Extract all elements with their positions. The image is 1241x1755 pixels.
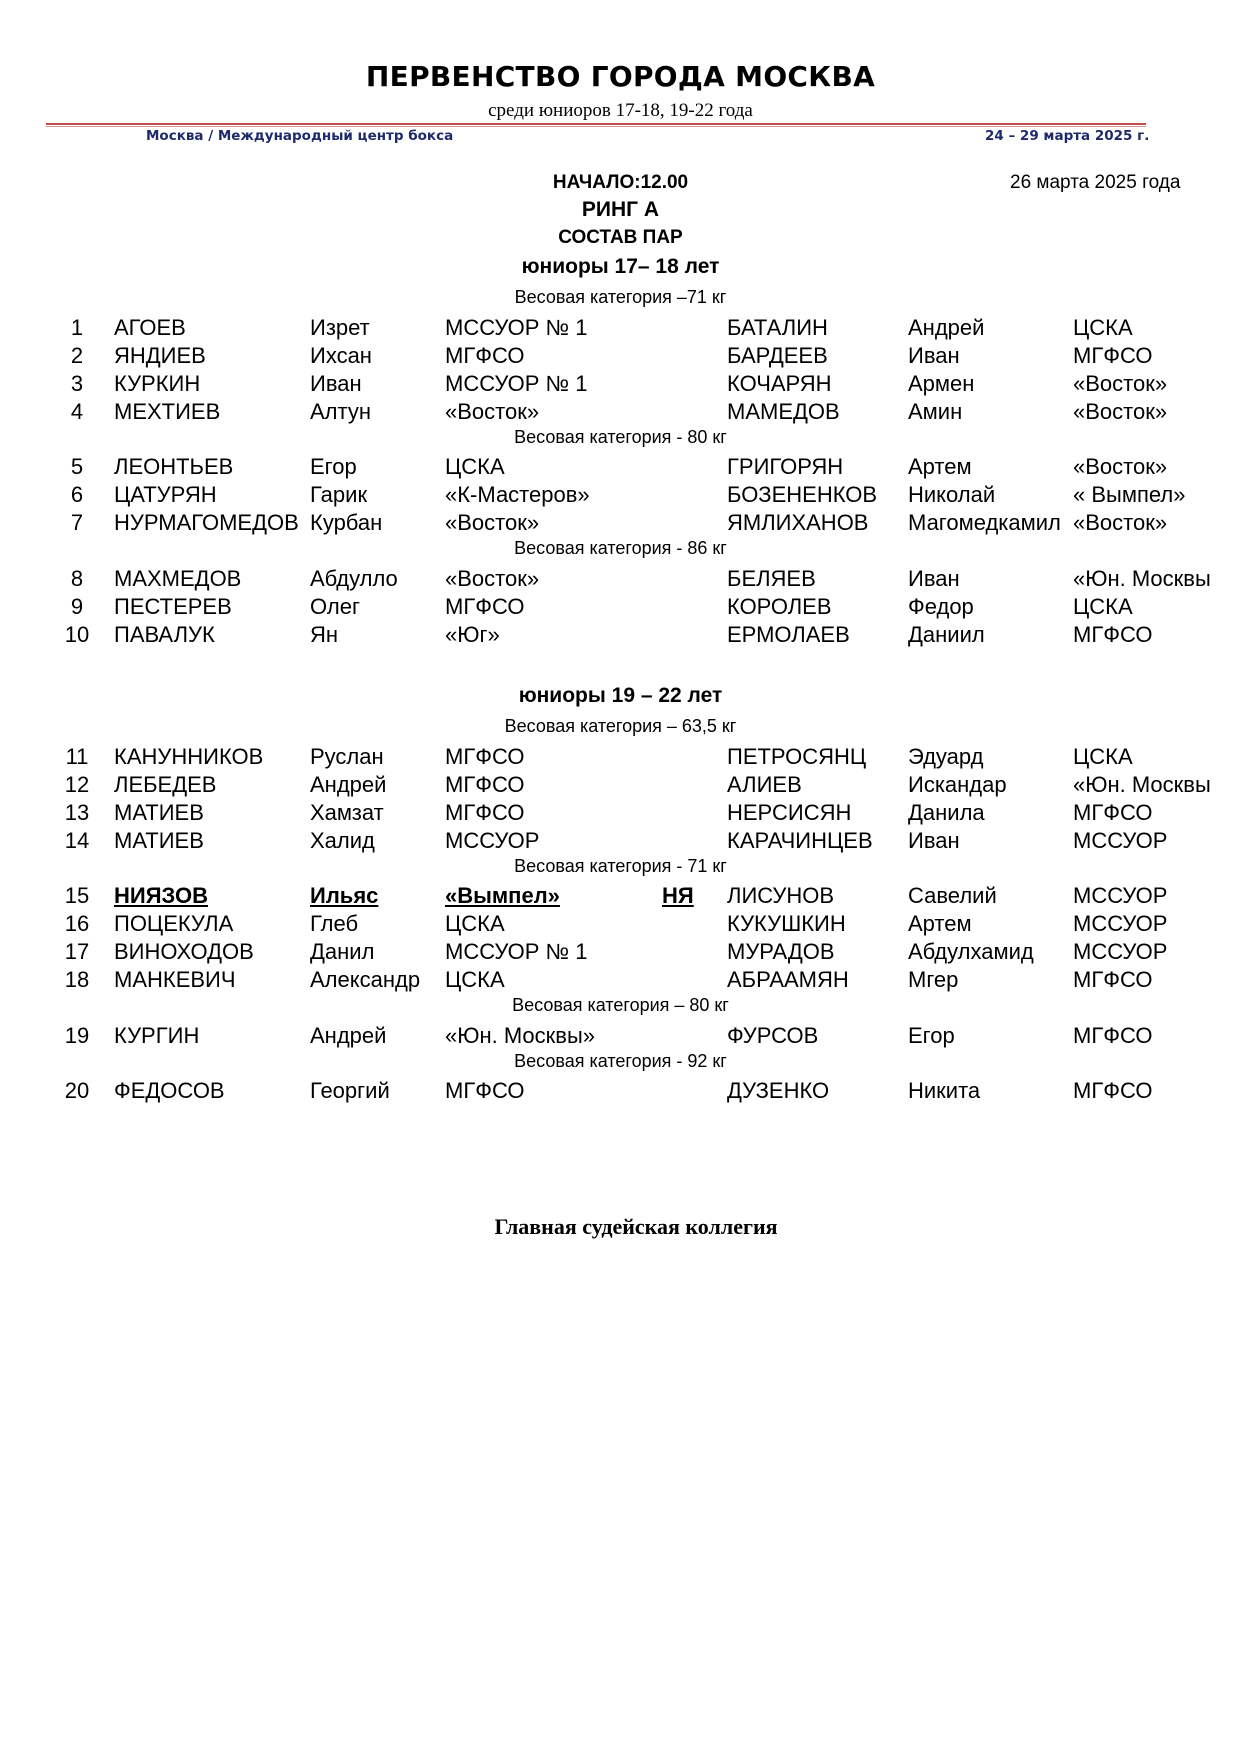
blue-first-name: Мгер xyxy=(908,967,959,992)
blue-last-name: МАМЕДОВ xyxy=(727,398,840,424)
blue-first-name: Даниил xyxy=(908,621,985,647)
blue-club: МССУОР xyxy=(1073,827,1168,853)
bout-number: 6 xyxy=(70,482,84,507)
blue-last-name: ГРИГОРЯН xyxy=(727,454,844,479)
bout-number: 20 xyxy=(64,1078,90,1103)
red-last-name: МАТИЕВ xyxy=(114,799,204,825)
page-subtitle: среди юниоров 17-18, 19-22 года xyxy=(488,100,753,121)
blue-last-name: КОРОЛЕВ xyxy=(727,593,832,619)
red-first-name: Халид xyxy=(310,827,375,853)
red-first-name: Иван xyxy=(310,370,362,396)
blue-last-name: БАРДЕЕВ xyxy=(727,342,828,368)
header-rule xyxy=(46,123,1146,125)
blue-first-name: Иван xyxy=(908,565,960,591)
blue-first-name: Амин xyxy=(908,398,963,424)
bout-number: 17 xyxy=(64,939,90,964)
blue-first-name: Андрей xyxy=(908,314,985,340)
blue-last-name: ЕРМОЛАЕВ xyxy=(727,621,850,647)
bout-row xyxy=(0,939,1241,967)
blue-first-name: Егор xyxy=(908,1022,955,1048)
red-last-name: ФЕДОСОВ xyxy=(114,1078,225,1103)
red-club: «Восток» xyxy=(445,510,540,535)
bout-row xyxy=(0,594,1241,622)
blue-club: МССУОР xyxy=(1073,883,1168,908)
red-last-name: АГОЕВ xyxy=(114,314,186,340)
red-club: МССУОР xyxy=(445,827,540,853)
bout-row xyxy=(0,1078,1241,1106)
red-first-name: Изрет xyxy=(310,314,370,340)
weight-category: Весовая категория – 63,5 кг xyxy=(504,716,737,736)
red-first-name: Андрей xyxy=(310,771,387,797)
blue-first-name: Артем xyxy=(908,911,972,936)
red-last-name: НИЯЗОВ xyxy=(114,883,209,908)
bout-row xyxy=(0,772,1241,800)
red-first-name: Руслан xyxy=(310,743,384,769)
blue-first-name: Николай xyxy=(908,482,996,507)
blue-last-name: МУРАДОВ xyxy=(727,939,835,964)
red-first-name: Александр xyxy=(310,967,421,992)
blue-first-name: Армен xyxy=(908,370,975,396)
session-date: 26 марта 2025 года xyxy=(1010,172,1181,193)
red-club: «Восток» xyxy=(445,398,540,424)
blue-first-name: Савелий xyxy=(908,883,997,908)
blue-last-name: НЕРСИСЯН xyxy=(727,799,852,825)
red-first-name: Ильяс xyxy=(310,883,379,908)
weight-category: Весовая категория - 80 кг xyxy=(514,426,727,447)
blue-first-name: Артем xyxy=(908,454,972,479)
blue-first-name: Никита xyxy=(908,1078,981,1103)
blue-club: «Восток» xyxy=(1073,454,1168,479)
blue-club: ЦСКА xyxy=(1073,593,1133,619)
red-last-name: ЦАТУРЯН xyxy=(114,482,217,507)
weight-category: Весовая категория – 80 кг xyxy=(512,995,729,1015)
bout-row xyxy=(0,371,1241,399)
red-last-name: КУРКИН xyxy=(114,370,201,396)
blue-last-name: БАТАЛИН xyxy=(727,314,828,340)
red-last-name: ЛЕБЕДЕВ xyxy=(114,771,217,797)
red-club: МГФСО xyxy=(445,799,525,825)
red-club: МССУОР № 1 xyxy=(445,314,588,340)
blue-first-name: Искандар xyxy=(908,771,1007,797)
bout-number: 4 xyxy=(70,398,84,424)
bout-row xyxy=(0,744,1241,772)
red-first-name: Андрей xyxy=(310,1022,387,1048)
blue-first-name: Данила xyxy=(908,799,985,825)
bout-number: 11 xyxy=(65,743,89,769)
red-last-name: МАХМЕДОВ xyxy=(114,565,242,591)
weight-category: Весовая категория –71 кг xyxy=(514,287,727,307)
red-first-name: Абдулло xyxy=(310,565,398,591)
judges-signature: Главная судейская коллегия xyxy=(494,1214,778,1239)
bout-number: 16 xyxy=(64,911,90,936)
red-last-name: ПОЦЕКУЛА xyxy=(114,911,234,936)
bout-row xyxy=(0,828,1241,856)
blue-club: «Юн. Москвы xyxy=(1073,771,1211,797)
blue-first-name: Федор xyxy=(908,593,974,619)
red-first-name: Хамзат xyxy=(310,799,384,825)
red-last-name: ЯНДИЕВ xyxy=(114,342,206,368)
bout-row xyxy=(0,622,1241,650)
blue-last-name: АБРААМЯН xyxy=(727,967,849,992)
bout-number: 3 xyxy=(70,370,84,396)
ring-label: РИНГ А xyxy=(581,198,660,221)
blue-last-name: ФУРСОВ xyxy=(727,1022,819,1048)
red-club: МГФСО xyxy=(445,1078,525,1103)
bout-row xyxy=(0,343,1241,371)
bout-number: 8 xyxy=(70,565,84,591)
bout-row xyxy=(0,1023,1241,1051)
blue-last-name: ПЕТРОСЯНЦ xyxy=(727,743,867,769)
blue-first-name: Иван xyxy=(908,827,960,853)
venue-label: Москва / Международный центр бокса xyxy=(146,128,454,144)
blue-club: МГФСО xyxy=(1073,799,1153,825)
bout-number: 12 xyxy=(64,771,90,797)
start-time: НАЧАЛО:12.00 xyxy=(552,172,689,193)
red-last-name: КАНУННИКОВ xyxy=(114,743,264,769)
blue-club: «Восток» xyxy=(1073,370,1168,396)
red-club: МГФСО xyxy=(445,342,525,368)
pairs-title: СОСТАВ ПАР xyxy=(558,227,683,248)
red-last-name: МАНКЕВИЧ xyxy=(114,967,236,992)
bout-number: 18 xyxy=(64,967,90,992)
weight-category: Весовая категория - 92 кг xyxy=(514,1050,727,1071)
bout-number: 5 xyxy=(70,454,84,479)
bout-row xyxy=(0,566,1241,594)
bout-row xyxy=(0,399,1241,427)
bout-number: 1 xyxy=(70,314,84,340)
bout-row xyxy=(0,911,1241,939)
weight-category: Весовая категория - 71 кг xyxy=(514,855,727,876)
red-last-name: НУРМАГОМЕДОВ xyxy=(114,510,299,535)
weight-category: Весовая категория - 86 кг xyxy=(514,538,727,558)
red-club: МГФСО xyxy=(445,743,525,769)
blue-first-name: Иван xyxy=(908,342,960,368)
blue-last-name: ЛИСУНОВ xyxy=(727,883,835,908)
red-club: ЦСКА xyxy=(445,911,505,936)
bout-number: 14 xyxy=(64,827,90,853)
bout-row xyxy=(0,315,1241,343)
blue-club: ЦСКА xyxy=(1073,314,1133,340)
blue-club: МГФСО xyxy=(1073,342,1153,368)
bout-number: 13 xyxy=(64,799,90,825)
blue-last-name: ДУЗЕНКО xyxy=(727,1078,830,1103)
red-club: ЦСКА xyxy=(445,454,505,479)
red-first-name: Гарик xyxy=(310,482,368,507)
bout-row xyxy=(0,482,1241,510)
bout-row xyxy=(0,883,1241,911)
blue-club: МГФСО xyxy=(1073,1078,1153,1103)
blue-club: «Юн. Москвы xyxy=(1073,565,1211,591)
red-club: МССУОР № 1 xyxy=(445,939,588,964)
bout-row xyxy=(0,454,1241,482)
bout-number: 7 xyxy=(70,510,84,535)
red-first-name: Данил xyxy=(310,939,375,964)
red-last-name: ПАВАЛУК xyxy=(114,621,215,647)
red-club: «Восток» xyxy=(445,565,540,591)
red-first-name: Курбан xyxy=(310,510,383,535)
bout-row xyxy=(0,800,1241,828)
result-mark: НЯ xyxy=(662,883,694,908)
blue-first-name: Эдуард xyxy=(908,743,984,769)
red-club: МГФСО xyxy=(445,593,525,619)
bout-number: 9 xyxy=(70,593,84,619)
blue-club: МГФСО xyxy=(1073,1022,1153,1048)
blue-last-name: АЛИЕВ xyxy=(727,771,802,797)
blue-last-name: КУКУШКИН xyxy=(727,911,846,936)
page-title: ПЕРВЕНСТВО ГОРОДА МОСКВА xyxy=(365,60,876,93)
blue-club: « Вымпел» xyxy=(1073,482,1186,507)
red-first-name: Георгий xyxy=(310,1078,390,1103)
bout-number: 10 xyxy=(64,621,90,647)
red-club: МГФСО xyxy=(445,771,525,797)
blue-first-name: Магомедкамил xyxy=(908,510,1061,535)
red-club: «Вымпел» xyxy=(445,883,560,908)
blue-last-name: КОЧАРЯН xyxy=(727,370,832,396)
age-group-title: юниоры 17– 18 лет xyxy=(521,255,720,278)
red-club: ЦСКА xyxy=(445,967,505,992)
age-group-title: юниоры 19 – 22 лет xyxy=(518,684,723,707)
event-dates: 24 – 29 марта 2025 г. xyxy=(985,128,1150,144)
blue-last-name: БОЗЕНЕНКОВ xyxy=(727,482,878,507)
blue-club: МГФСО xyxy=(1073,967,1153,992)
red-last-name: КУРГИН xyxy=(114,1022,200,1048)
red-last-name: МЕХТИЕВ xyxy=(114,398,221,424)
blue-club: МССУОР xyxy=(1073,939,1168,964)
red-first-name: Олег xyxy=(310,593,360,619)
blue-club: ЦСКА xyxy=(1073,743,1133,769)
red-club: «Юг» xyxy=(445,621,500,647)
bout-row xyxy=(0,510,1241,538)
bout-number: 2 xyxy=(70,342,84,368)
bout-number: 19 xyxy=(64,1022,90,1048)
blue-club: «Восток» xyxy=(1073,510,1168,535)
red-first-name: Алтун xyxy=(310,398,371,424)
blue-club: МССУОР xyxy=(1073,911,1168,936)
bout-number: 15 xyxy=(64,883,90,908)
blue-last-name: КАРАЧИНЦЕВ xyxy=(727,827,873,853)
red-club: МССУОР № 1 xyxy=(445,370,588,396)
blue-last-name: ЯМЛИХАНОВ xyxy=(727,510,869,535)
red-last-name: ВИНОХОДОВ xyxy=(114,939,254,964)
red-club: «Юн. Москвы» xyxy=(445,1022,596,1048)
blue-last-name: БЕЛЯЕВ xyxy=(727,565,816,591)
blue-club: МГФСО xyxy=(1073,621,1153,647)
red-last-name: МАТИЕВ xyxy=(114,827,204,853)
red-first-name: Егор xyxy=(310,454,357,479)
red-first-name: Глеб xyxy=(310,911,359,936)
blue-first-name: Абдулхамид xyxy=(908,939,1034,964)
header-rule-thin xyxy=(46,126,1146,127)
red-first-name: Ихсан xyxy=(310,342,372,368)
red-last-name: ПЕСТЕРЕВ xyxy=(114,593,232,619)
blue-club: «Восток» xyxy=(1073,398,1168,424)
red-last-name: ЛЕОНТЬЕВ xyxy=(114,454,234,479)
red-club: «К-Мастеров» xyxy=(445,482,590,507)
bout-row xyxy=(0,967,1241,995)
red-first-name: Ян xyxy=(310,621,339,647)
